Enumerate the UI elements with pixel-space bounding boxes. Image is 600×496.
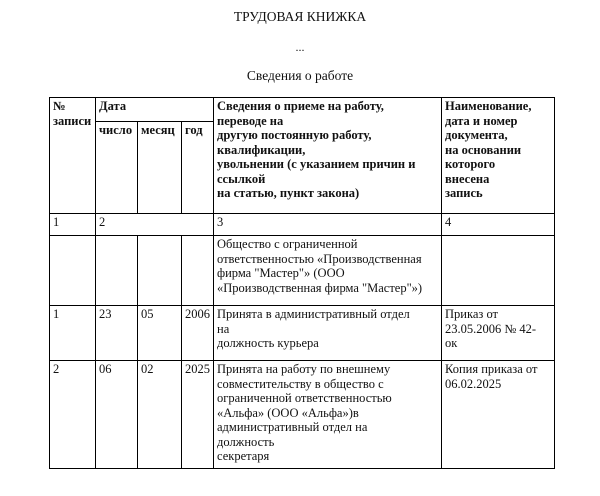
header-day: число bbox=[96, 122, 138, 214]
org-basis-cell bbox=[442, 236, 555, 306]
org-record-cell bbox=[50, 236, 96, 306]
work-records-table bbox=[49, 97, 555, 469]
document-subtitle: Сведения о работе bbox=[246, 68, 354, 83]
org-day-cell bbox=[96, 236, 138, 306]
header-record-number: № записи bbox=[50, 98, 96, 214]
organization-row bbox=[50, 236, 555, 306]
header-month: месяц bbox=[138, 122, 182, 214]
column-index-2: 2 bbox=[96, 214, 214, 236]
table-header-row bbox=[50, 98, 555, 122]
record-details: Принята на работу по внешнему совместительству в общество с ограниченной ответственностью «Альфа» (ООО «Альфа»)в административный отдел на должность секретаря bbox=[214, 361, 442, 469]
column-index-row bbox=[50, 214, 555, 236]
column-index-3: 3 bbox=[214, 214, 442, 236]
record-month: 05 bbox=[138, 306, 182, 361]
record-details: Принята в административный отдел на должность курьера bbox=[214, 306, 442, 361]
record-number: 2 bbox=[50, 361, 96, 469]
record-basis: Копия приказа от 06.02.2025 bbox=[442, 361, 555, 469]
table-row bbox=[50, 361, 555, 469]
record-number: 1 bbox=[50, 306, 96, 361]
header-employment-details: Сведения о приеме на работу, переводе на другую постоянную работу, квалификации, увольнении (с указанием причин и ссылкой на статью, пункт закона) bbox=[214, 98, 442, 214]
record-year: 2006 bbox=[182, 306, 214, 361]
header-date: Дата bbox=[96, 98, 214, 122]
column-index-4: 4 bbox=[442, 214, 555, 236]
header-document-basis: Наименование, дата и номер документа, на основании которого внесена запись bbox=[442, 98, 555, 214]
document-title: ТРУДОВАЯ КНИЖКА bbox=[233, 9, 367, 24]
org-year-cell bbox=[182, 236, 214, 306]
organization-name: Общество с ограниченной ответственностью «Производственная фирма "Мастер"» (ООО «Производственная фирма "Мастер"») bbox=[214, 236, 442, 306]
column-index-1: 1 bbox=[50, 214, 96, 236]
header-year: год bbox=[182, 122, 214, 214]
record-day: 06 bbox=[96, 361, 138, 469]
record-day: 23 bbox=[96, 306, 138, 361]
table-row bbox=[50, 306, 555, 361]
document-ellipsis: ... bbox=[295, 40, 305, 54]
record-month: 02 bbox=[138, 361, 182, 469]
record-year: 2025 bbox=[182, 361, 214, 469]
record-basis: Приказ от 23.05.2006 № 42- ок bbox=[442, 306, 555, 361]
org-month-cell bbox=[138, 236, 182, 306]
